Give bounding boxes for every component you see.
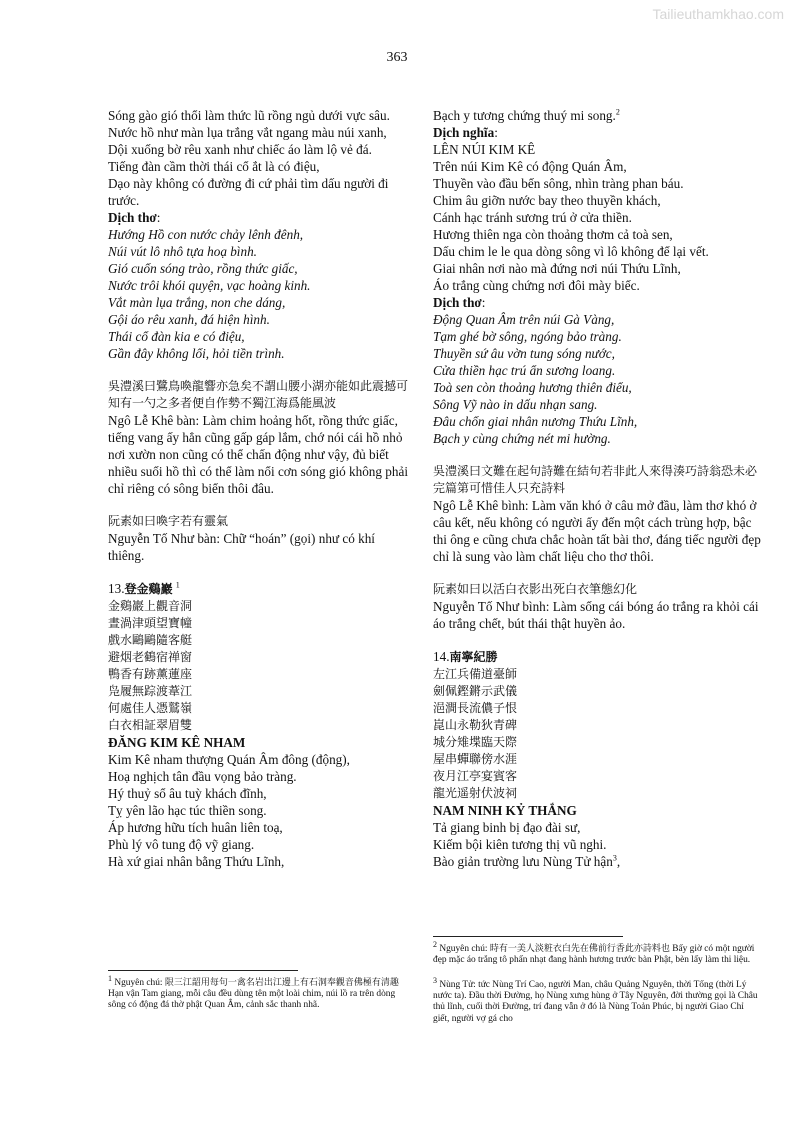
meaning-line: Thuyền vào đầu bến sông, nhìn tràng phan báu. <box>433 176 684 191</box>
poem-number: 13. <box>108 581 125 596</box>
colon: : <box>481 295 486 310</box>
watermark: Tailieuthamkhao.com <box>652 6 784 22</box>
viet-line: Áp hương hữu tích huân liên toạ, <box>108 820 283 835</box>
poem-line: Vắt màn lụa trắng, non che dáng, <box>108 295 286 310</box>
dich-nghia-label: Dịch nghĩa <box>433 125 495 140</box>
meaning-line: Dấu chim le le qua dòng sông vì lô không để lại vết. <box>433 244 709 259</box>
dich-nghia-heading <box>433 124 761 141</box>
poem-title-viet: NAM NINH KỶ THẮNG <box>433 803 577 818</box>
han-line: 夜月江亭宴賓客 <box>433 769 518 783</box>
han-line: 劍佩鏗鏘示武儀 <box>433 684 518 698</box>
intro-line: Dội xuống bờ rêu xanh như chiếc áo làm lộ vẻ đá. <box>108 142 372 157</box>
poem-line: Sông Vỹ nào in dấu nhạn sang. <box>433 397 598 412</box>
footnote-ref: 1 <box>175 580 180 590</box>
commentary-han: 阮素如曰以活白衣影出死白衣筆態幻化 <box>433 582 638 596</box>
commentary-han: 阮素如曰喚字若有靈氣 <box>108 514 229 528</box>
footnote-text: Bấy giờ có một người đẹp mặc áo trắng tô phấn nhạt đang hành hương trước bàn Phật, bèn lấy làm thi liệu. <box>433 944 755 966</box>
poem-number: 14. <box>433 649 450 664</box>
footnote-han: 時有一美人淡粧衣白先在佛前行香此亦詩料也 <box>489 944 670 954</box>
dich-tho-label: Dịch thơ <box>108 210 157 225</box>
han-line: 鴨香有跡薰蓮座 <box>108 667 193 681</box>
meaning-line: Áo trắng cùng chứng nơi đôi mày biếc. <box>433 278 640 293</box>
viet-line <box>433 853 761 870</box>
poem-title-han: 南寧紀勝 <box>449 650 498 664</box>
viet-line: Hý thuỷ sổ âu tuỳ khách đĩnh, <box>108 786 267 801</box>
poem-line: Núi vút lô nhô tựa hoạ bình. <box>108 244 257 259</box>
poem-line: Thái cổ đàn kia e có điệu, <box>108 329 245 344</box>
intro-line: Dạo này không có đường đi cứ phải tìm dấu người đi trước. <box>108 176 389 208</box>
poem-line: Nước trôi khói quyện, vạc hoàng kinh. <box>108 278 311 293</box>
intro-line: Tiếng đàn cầm thời thái cổ ắt là có điệu, <box>108 159 320 174</box>
meaning-line: Hương thiên nga còn thoảng thơm cả toà sen, <box>433 227 673 242</box>
line-suffix: , <box>616 854 621 869</box>
han-line: 浥澗長流儂子恨 <box>433 701 518 715</box>
commentary-han: 吳澧溪曰鷺鳥喚龍響亦急矣不謂山腰小湖亦能如此震撼可知有一勺之多者便自作勢不獨江海爲能風波 <box>108 379 409 410</box>
han-line: 何處佳人憑鷲嶺 <box>108 701 193 715</box>
meaning-line: Chim âu giỡn nước bay theo thuyền khách, <box>433 193 661 208</box>
viet-line: Tả giang binh bị đạo đài sư, <box>433 820 581 835</box>
footnote-ref: 2 <box>615 107 620 117</box>
commentary-viet: Nguyễn Tố Như bình: Làm sống cái bóng áo trắng ra khỏi cái áo trắng chết, bút thái thật huyền ảo. <box>433 599 759 631</box>
poem-line: Gần đây không lối, hỏi tiền trình. <box>108 346 285 361</box>
commentary-han: 吳澧溪曰文難在起句詩難在結句若非此人來得湊巧詩翁恐未必完篇第可惜佳人只充詩料 <box>433 464 758 495</box>
footnote-divider <box>108 970 298 971</box>
poem-line: Gió cuốn sóng trào, rồng thức giấc, <box>108 261 298 276</box>
han-line: 白衣相証翠眉雙 <box>108 718 193 732</box>
intro-line: Nước hồ như màn lụa trắng vắt ngang màu núi xanh, <box>108 125 387 140</box>
dich-tho-heading <box>108 209 411 226</box>
poem-13-heading <box>108 580 411 598</box>
footnote-label: Nguyên chú: <box>439 944 490 954</box>
viet-line: Kiếm bội kiên tương thị vũ nghi. <box>433 837 607 852</box>
footnote-3 <box>433 975 761 1025</box>
poem-line: Bạch y cùng chứng nét mi hường. <box>433 431 611 446</box>
footnote-text: Nùng Tử: tức Nùng Trí Cao, người Man, châu Quảng Nguyên, thời Tống (thời Lý nước ta). Đầu thời Đường, họ Nùng xưng hùng ở Tây Nguyên, đời thường gọi là Châu thủ lĩnh, cuối thời Đường, trí đang vẫn ở đó là Nùng Toản Phúc, bị người Giao Chỉ giết, người vợ gá cho <box>433 980 758 1024</box>
meaning-line: Giai nhân nơi nào mà đứng nơi núi Thứu Lĩnh, <box>433 261 681 276</box>
colon: : <box>156 210 161 225</box>
viet-line: Tỵ yên lão hạc túc thiền song. <box>108 803 267 818</box>
footnote-divider <box>433 936 623 937</box>
poem-title-han: 登金鷄巖 <box>124 582 173 596</box>
dich-tho-heading <box>433 294 761 311</box>
poem-line: Động Quan Âm trên núi Gà Vàng, <box>433 312 615 327</box>
poem-line: Hướng Hồ con nước chảy lênh đênh, <box>108 227 304 242</box>
viet-line: Phù lý vô tung độ vỹ giang. <box>108 837 255 852</box>
poem-14-heading <box>433 648 761 666</box>
han-line: 左江兵備道臺師 <box>433 667 518 681</box>
poem-last-line <box>433 107 761 124</box>
footnote-text: Hạn vận Tam giang, mỗi câu đều dùng tên một loài chim, núi lồ ra trên dòng sông có động đá thờ phật Quan Âm, cảnh sắc thanh nhã. <box>108 989 396 1011</box>
han-line: 避烟老鶴宿禅窗 <box>108 650 193 664</box>
footnote-2 <box>433 939 761 966</box>
viet-line: Hà xứ giai nhân bằng Thứu Lĩnh, <box>108 854 285 869</box>
han-line: 城分雉堞臨天際 <box>433 735 518 749</box>
dich-tho-label: Dịch thơ <box>433 295 482 310</box>
left-column <box>108 107 411 870</box>
han-line: 屋串蟬聯傍水涯 <box>433 752 518 766</box>
poem-line: Thuyền sứ âu vờn tung sóng nước, <box>433 346 615 361</box>
line-text: Bào giản trường lưu Nùng Tử hận <box>433 854 613 869</box>
line-text: Bạch y tương chứng thuý mi song. <box>433 108 616 123</box>
intro-line: Sóng gào gió thổi làm thức lũ rồng ngủ dưới vực sâu. <box>108 108 390 123</box>
han-line: 龍光遥射伏波祠 <box>433 786 518 800</box>
colon: : <box>494 125 498 140</box>
footnote-marker: 3 <box>433 975 437 985</box>
viet-line: Kim Kê nham thượng Quán Âm đông (động), <box>108 752 350 767</box>
commentary-viet: Ngô Lễ Khê bàn: Làm chim hoảng hốt, rồng thức giấc, tiếng vang ấy hẳn cũng gấp gáp lắm, chớ nói cái hồ nhỏ nơi xườn non cũng có thể chấn động như vậy, đủ biết nhiều suối hồ thì có thể làm nổi cơn sóng gió không phải chỉ riêng có sông biển thôi đâu. <box>108 413 408 496</box>
page-number: 363 <box>386 50 408 65</box>
poem-line: Đâu chốn giai nhân nương Thứu Lĩnh, <box>433 414 638 429</box>
footnote-marker: 1 <box>108 973 112 983</box>
poem-line: Cửa thiền hạc trú ẩn sương loang. <box>433 363 616 378</box>
footnote-1 <box>108 973 411 1012</box>
poem-title-viet: ĐĂNG KIM KÊ NHAM <box>108 735 246 750</box>
han-line: 戲水鷗鷗隨客艇 <box>108 633 193 647</box>
viet-line: Hoạ nghịch tân đầu vọng bảo tràng. <box>108 769 297 784</box>
han-line: 晝渦津頭望寶幢 <box>108 616 193 630</box>
poem-line: Tạm ghé bờ sông, ngóng bảo tràng. <box>433 329 622 344</box>
commentary-viet: Ngô Lễ Khê bình: Làm văn khó ở câu mở đầu, làm thơ khó ở câu kết, nếu không có người ấy đến một cách trùng hợp, bậc thi ông e cũng chưa chắc hoàn tất bài thơ, đáng tiếc người đẹp chỉ là sung vào làm chất liệu cho thơ thôi. <box>433 498 761 564</box>
poem-line: Toà sen còn thoảng hương thiên điểu, <box>433 380 632 395</box>
meaning-line: Cánh hạc tránh sương trú ở cửa thiền. <box>433 210 632 225</box>
footnote-ref: 3 <box>612 853 617 863</box>
meaning-title: LÊN NÚI KIM KÊ <box>433 142 536 157</box>
footnote-label: Nguyên chú: <box>114 978 165 988</box>
right-column <box>433 107 761 870</box>
han-line: 凫履無踪渡葦江 <box>108 684 193 698</box>
han-line: 金鷄巖上觀音洞 <box>108 599 193 613</box>
commentary-viet: Nguyễn Tố Như bàn: Chữ “hoán” (gọi) như có khí thiêng. <box>108 531 375 563</box>
poem-line: Gội áo rêu xanh, đá hiện hình. <box>108 312 270 327</box>
han-line: 崑山永勒狄青碑 <box>433 718 518 732</box>
footnote-han: 限三江韶用每句一禽名岩出江邊上有石洞奉觀音佛極有清趣 <box>164 978 399 988</box>
footnote-marker: 2 <box>433 939 437 949</box>
meaning-line: Trên núi Kim Kê có động Quán Âm, <box>433 159 627 174</box>
